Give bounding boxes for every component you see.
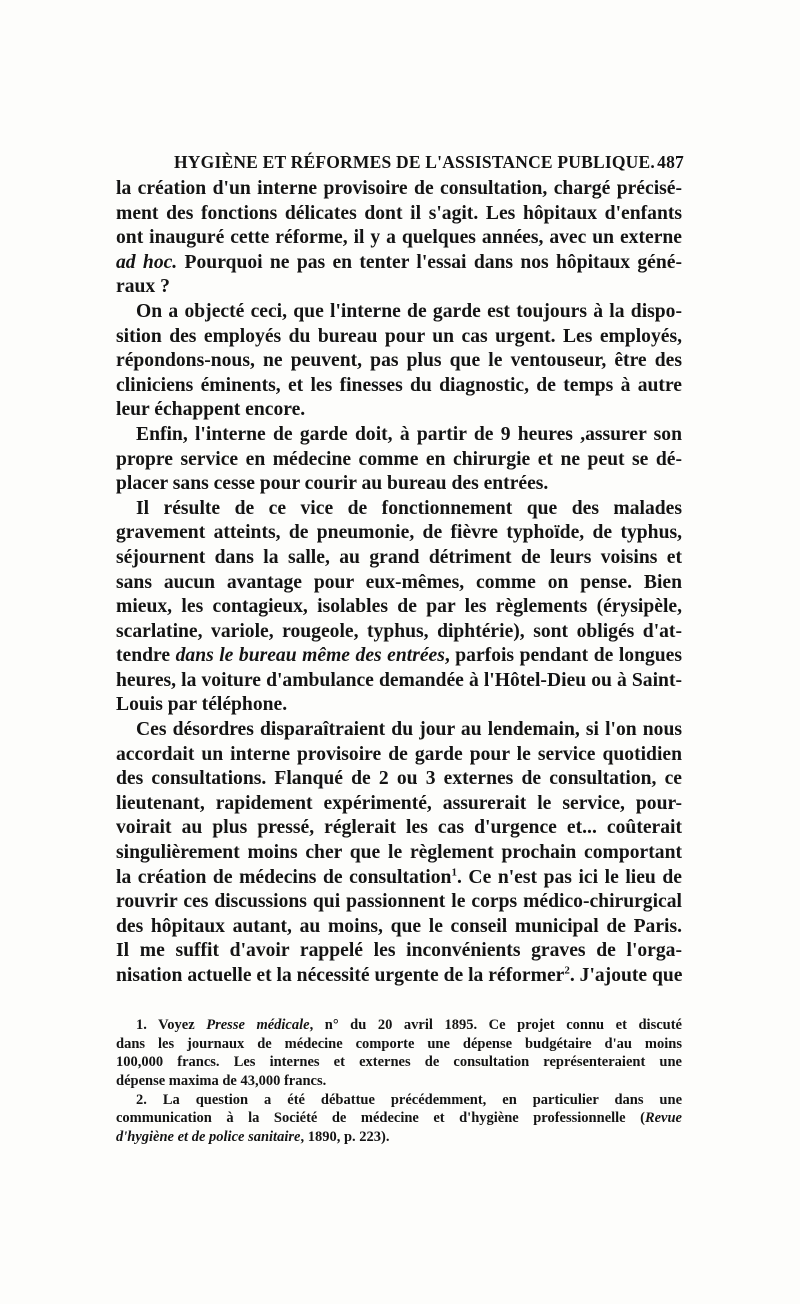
text-run: Ces désordres disparaîtraient du jour au lendemain, si l'on nous xyxy=(136,719,682,741)
text-run: tendre xyxy=(116,645,176,667)
text-run: Il me suffit d'avoir rappelé les inconvénients graves de l'orga- xyxy=(116,940,682,962)
text-run: cliniciens éminents, et les finesses du diagnostic, de temps à autre xyxy=(116,374,682,396)
footnote-line xyxy=(116,1035,682,1054)
footnote-line xyxy=(116,1109,682,1128)
text-run: On a objecté ceci, que l'interne de garde est toujours à la dispo- xyxy=(136,300,682,322)
text-line xyxy=(116,226,682,251)
text-run: des consultations. Flanqué de 2 ou 3 externes de consultation, ce xyxy=(116,768,682,790)
italic-text: Revue xyxy=(644,1110,682,1127)
text-run: singulièrement moins cher que le règlement prochain comportant xyxy=(116,842,682,864)
text-line xyxy=(116,398,682,423)
text-line xyxy=(116,202,682,227)
italic-text: d'hygiène et de police sanitaire xyxy=(116,1129,301,1146)
text-line xyxy=(116,448,682,473)
text-line xyxy=(116,349,682,374)
text-run: 100,000 francs. Les internes et externes de consultation représenteraient une xyxy=(116,1054,682,1071)
text-line xyxy=(116,816,682,841)
text-run: raux ? xyxy=(116,276,170,298)
text-run: lieutenant, rapidement expérimenté, assurerait le service, pour- xyxy=(116,792,682,814)
italic-text: dans le bureau même des entrées xyxy=(175,645,445,667)
text-line xyxy=(116,669,682,694)
text-run: , 1890, p. 223). xyxy=(300,1129,390,1146)
text-line xyxy=(116,595,682,620)
text-line xyxy=(116,472,682,497)
running-header xyxy=(116,148,684,178)
text-run: la création d'un interne provisoire de consultation, chargé précisé- xyxy=(116,178,682,199)
text-line xyxy=(116,718,682,743)
text-line xyxy=(116,792,682,817)
text-run: heures, la voiture d'ambulance demandée à l'Hôtel-Dieu ou à Saint- xyxy=(116,669,682,691)
text-line xyxy=(116,251,682,276)
text-line xyxy=(116,693,682,718)
footnotes xyxy=(116,1016,682,1147)
italic-text: Presse médicale xyxy=(206,1017,310,1033)
text-run: nisation actuelle et la nécessité urgente de la réformer xyxy=(116,965,565,986)
text-run: Pourquoi ne pas en tenter l'essai dans nos hôpitaux géné- xyxy=(177,251,682,273)
text-line xyxy=(116,890,682,915)
text-line xyxy=(116,767,682,792)
text-run: . J'ajoute que xyxy=(569,965,683,986)
text-run: voirait au plus pressé, réglerait les cas d'urgence et... coûterait xyxy=(116,817,682,839)
text-run: accordait un interne provisoire de garde pour le service quotidien xyxy=(116,743,682,765)
footnote-line xyxy=(116,1053,682,1072)
text-run: mieux, les contagieux, isolables de par les règlements (érysipèle, xyxy=(116,596,682,618)
footnote-line xyxy=(116,1072,682,1091)
text-run: propre service en médecine comme en chirurgie et ne peut se dé- xyxy=(116,448,682,470)
footnote-marker: 2 xyxy=(564,964,570,977)
text-run: Louis par téléphone. xyxy=(116,694,288,716)
footnote-line xyxy=(116,1016,682,1035)
running-title: HYGIÈNE ET RÉFORMES DE L'ASSISTANCE PUBLIQUE. xyxy=(174,152,655,172)
footnote-line xyxy=(116,1128,682,1147)
text-run: scarlatine, variole, rougeole, typhus, diphtérie), sont obligés d'at- xyxy=(116,620,682,642)
text-run: la création de médecins de consultation xyxy=(116,866,452,888)
text-run: , n° du 20 avril 1895. Ce projet connu et discuté xyxy=(309,1017,682,1033)
main-text xyxy=(116,177,682,989)
text-run: 2. La question a été débattue précédemment, en particulier dans une xyxy=(136,1091,682,1108)
text-line xyxy=(116,841,682,866)
text-line xyxy=(116,915,682,940)
text-run: . Ce n'est pas ici le lieu de xyxy=(456,866,682,888)
text-run: rouvrir ces discussions qui passionnent le corps médico-chirurgical xyxy=(116,891,682,913)
text-line xyxy=(116,546,682,571)
text-run: sition des employés du bureau pour un cas urgent. Les employés, xyxy=(116,325,682,347)
text-line xyxy=(116,275,682,300)
text-run: répondons-nous, ne peuvent, pas plus que le ventouseur, être des xyxy=(116,350,682,372)
text-run: placer sans cesse pour courir au bureau des entrées. xyxy=(116,473,549,495)
text-run: dépense maxima de 43,000 francs. xyxy=(116,1073,327,1090)
text-line xyxy=(116,866,682,891)
text-run: des hôpitaux autant, au moins, que le conseil municipal de Paris. xyxy=(116,915,682,937)
text-line xyxy=(116,374,682,399)
text-run: 1. Voyez xyxy=(136,1017,207,1033)
page-number: 487 xyxy=(657,152,684,172)
text-run: gravement atteints, de pneumonie, de fièvre typhoïde, de typhus, xyxy=(116,522,682,544)
text-run: sans aucun avantage pour eux-mêmes, comme on pense. Bien xyxy=(116,571,682,593)
text-run: ont inauguré cette réforme, il y a quelques années, avec un externe xyxy=(116,227,682,249)
text-run: ment des fonctions délicates dont il s'agit. Les hôpitaux d'enfants xyxy=(116,202,682,224)
text-line xyxy=(116,644,682,669)
text-run: communication à la Société de médecine et d'hygiène professionnelle ( xyxy=(116,1110,645,1127)
text-run: Il résulte de ce vice de fonctionnement que des malades xyxy=(136,497,682,519)
footnote-marker: 1 xyxy=(451,866,457,879)
text-line xyxy=(116,620,682,645)
text-run: Enfin, l'interne de garde doit, à partir de 9 heures ,assurer son xyxy=(136,423,682,445)
text-line xyxy=(116,939,682,964)
text-run: dans les journaux de médecine comporte une dépense budgétaire d'au moins xyxy=(116,1035,682,1052)
italic-text: ad hoc. xyxy=(116,251,178,273)
text-run: leur échappent encore. xyxy=(116,399,306,421)
text-line xyxy=(116,571,682,596)
footnote-line xyxy=(116,1091,682,1110)
text-line xyxy=(116,497,682,522)
text-line xyxy=(116,177,682,202)
text-line xyxy=(116,964,682,989)
text-line xyxy=(116,521,682,546)
text-line xyxy=(116,300,682,325)
text-line xyxy=(116,325,682,350)
text-run: , parfois pendant de longues xyxy=(444,645,682,667)
text-line xyxy=(116,423,682,448)
text-line xyxy=(116,743,682,768)
text-run: séjournent dans la salle, au grand détriment de leurs voisins et xyxy=(116,546,682,568)
